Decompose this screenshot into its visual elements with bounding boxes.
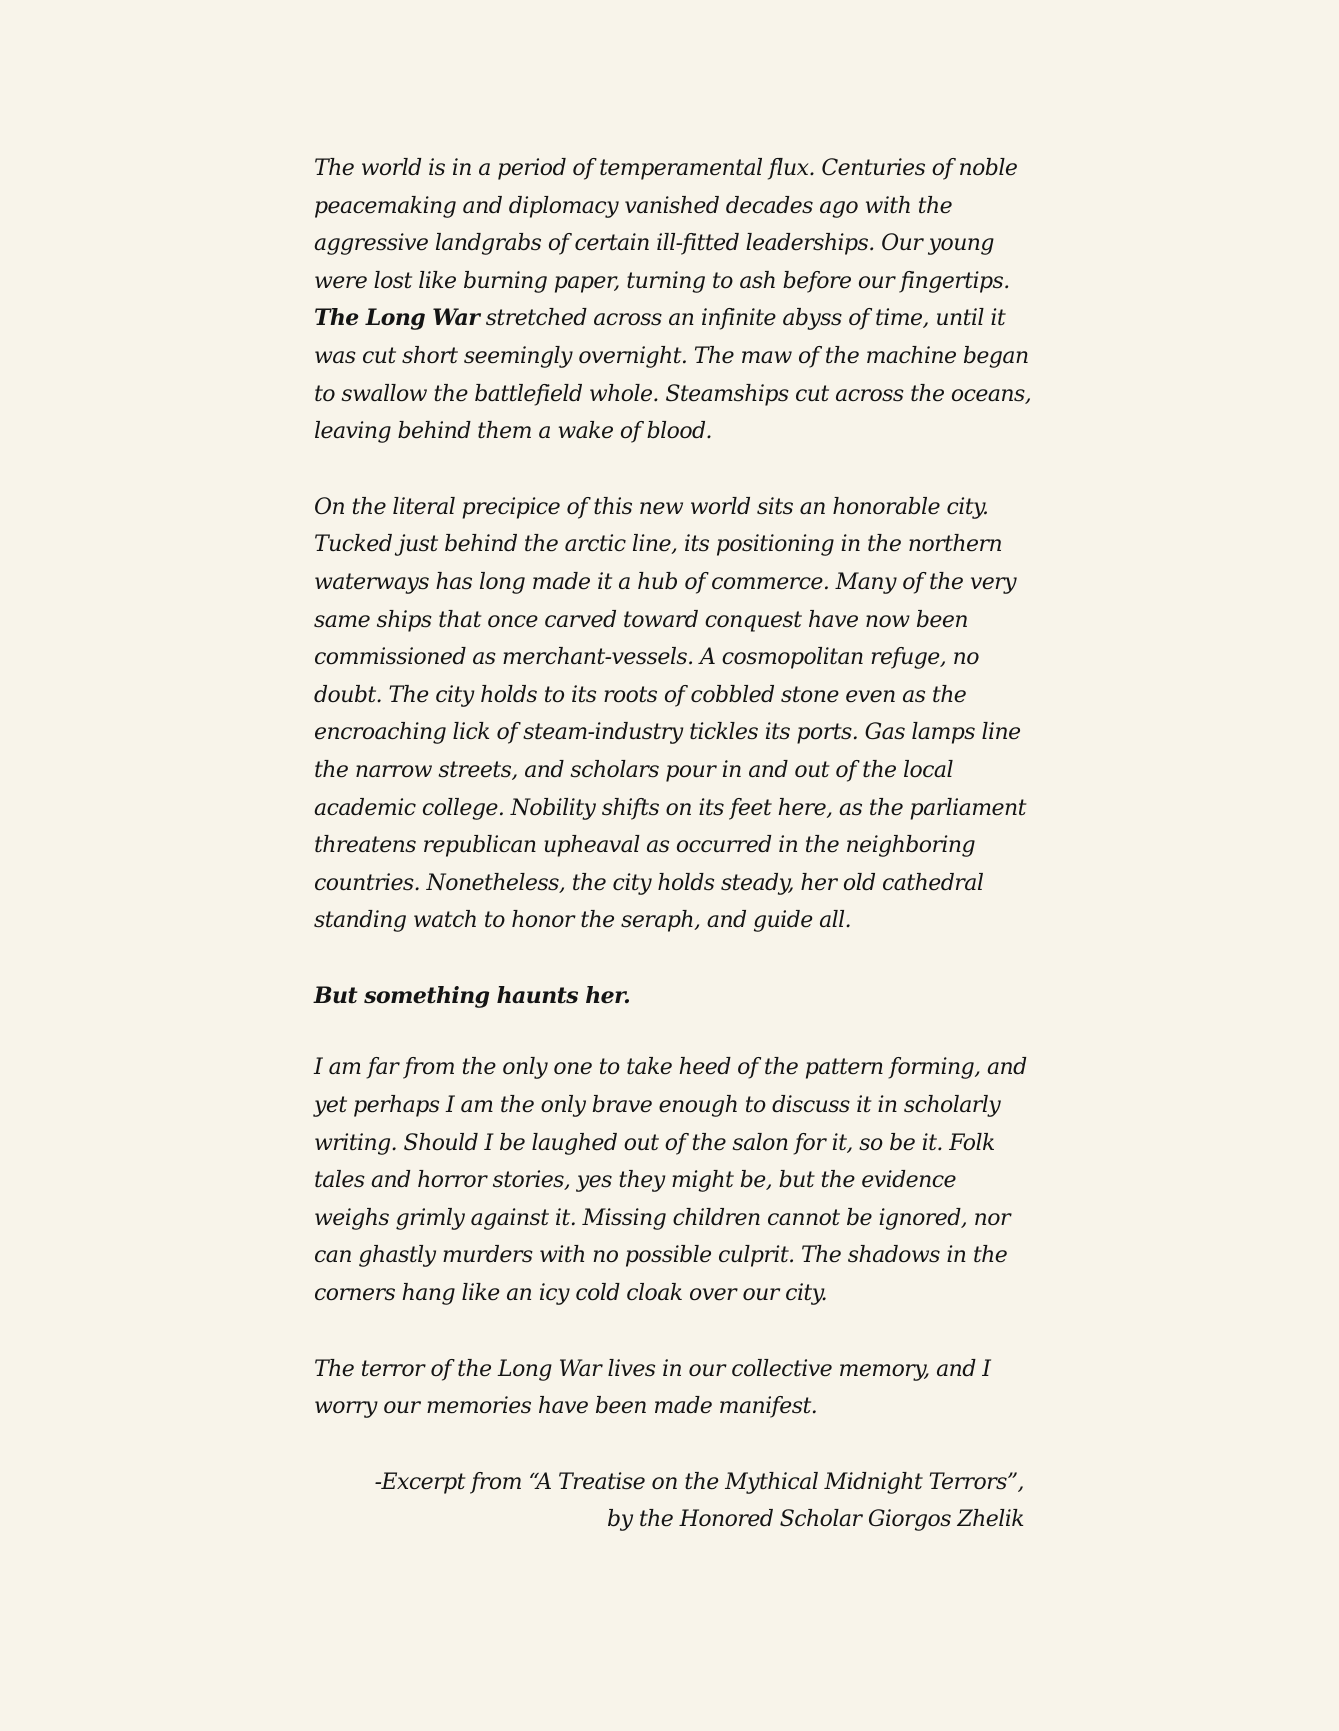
paragraph-1-text-after: stretched across an infinite abyss of time, until it was cut short seemingly overnight. The maw of the machine began to swallow the battlefield whole. Steamships cut across the oceans, leaving behind them a wake of blood. — [314, 306, 1032, 445]
excerpt-document — [314, 150, 1034, 1539]
attribution — [314, 1464, 1034, 1539]
paragraph-1-text-before: The world is in a period of temperamental flux. Centuries of noble peacemaking and diplomacy vanished decades ago with the aggressive landgrabs of certain ill-fitted leaderships. Our young were lost like burning paper, turning to ash before our fingertips. — [314, 156, 1018, 294]
paragraph-world-in-flux — [314, 150, 1034, 451]
paragraph-pattern-forming: I am far from the only one to take heed of the pattern forming, and yet perhaps I am the only brave enough to discuss it in scholarly writing. Should I be laughed out of the salon for it, so be it. Folk tales and horror stories, yes they might be, but the evidence weighs grimly against it. Missing children cannot be ignored, nor can ghastly murders with no possible culprit. The shadows in the corners hang like an icy cold cloak over our city. — [314, 1055, 1027, 1307]
paragraph-collective-memory: The terror of the Long War lives in our collective memory, and I worry our memories have been made manifest. — [314, 1356, 991, 1420]
attribution-line-source: -Excerpt from “A Treatise on the Mythical Midnight Terrors”, — [374, 1469, 1024, 1495]
long-war-emphasis: The Long War — [314, 305, 480, 332]
attribution-line-author: by the Honored Scholar Giorgos Zhelik — [607, 1507, 1024, 1533]
paragraph-honorable-city: On the literal precipice of this new world sits an honorable city. Tucked just behind the arctic line, its positioning in the northern waterways has long made it a hub of commerce. Many of the very same ships that once carved toward conquest have now been commissioned as merchant-vessels. A cosmopolitan refuge, no doubt. The city holds to its roots of cobbled stone even as the encroaching lick of steam-industry tickles its ports. Gas lamps line the narrow streets, and scholars pour in and out of the local academic college. Nobility shifts on its feet here, as the parliament threatens republican upheaval as occurred in the neighboring countries. Nonetheless, the city holds steady, her old cathedral standing watch to honor the seraph, and guide all. — [314, 494, 1026, 934]
haunts-emphasis-line: But something haunts her. — [314, 982, 631, 1009]
